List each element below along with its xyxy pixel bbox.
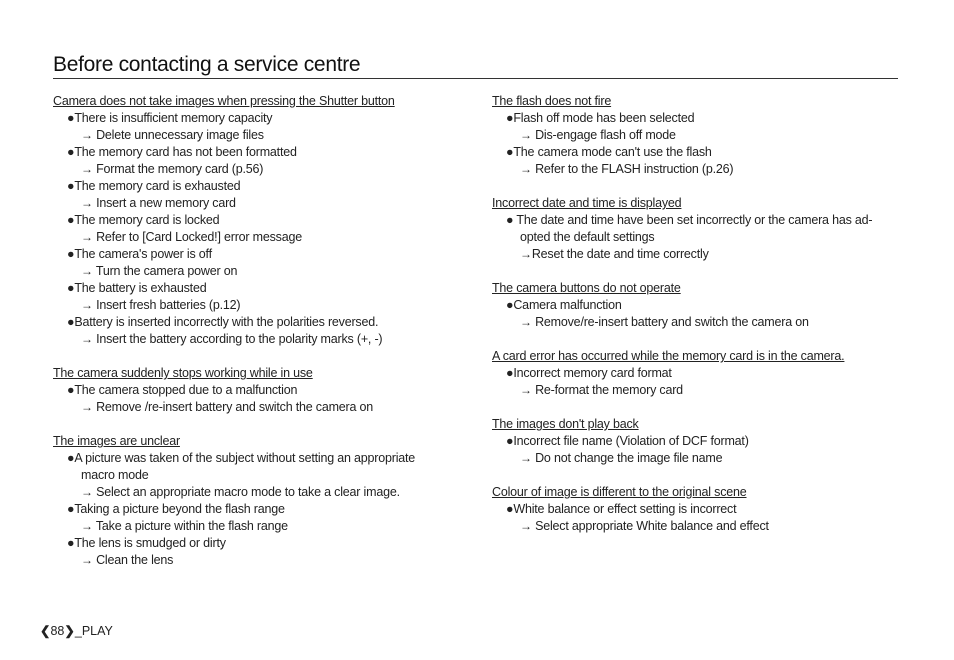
remedy-text: Take a picture within the flash range xyxy=(95,519,288,533)
troubleshoot-section xyxy=(492,280,892,331)
cause-line xyxy=(506,433,892,450)
bullet-icon: ● xyxy=(506,111,514,125)
remedy-text: Select appropriate White balance and effect xyxy=(535,519,769,533)
cause-text: The battery is exhausted xyxy=(74,281,207,295)
section-heading: Colour of image is different to the original scene xyxy=(492,485,747,499)
cause-line xyxy=(67,501,453,518)
cause-text: The memory card is locked xyxy=(74,213,220,227)
remedy-text: Insert a new memory card xyxy=(96,196,236,210)
cause-line xyxy=(67,212,453,229)
cause-text: The memory card is exhausted xyxy=(74,179,241,193)
section-heading: A card error has occurred while the memory card is in the camera. xyxy=(492,349,845,363)
bracket-left-icon: ❮ xyxy=(40,624,51,638)
cause-line xyxy=(67,246,453,263)
arrow-icon: → xyxy=(81,485,93,499)
troubleshoot-section xyxy=(492,195,892,263)
troubleshoot-section xyxy=(492,93,892,178)
list-item xyxy=(492,297,892,331)
remedy-text: Format the memory card (p.56) xyxy=(96,162,264,176)
arrow-icon: → xyxy=(520,162,532,176)
troubleshoot-section xyxy=(53,365,453,416)
remedy-text: Refer to the FLASH instruction (p.26) xyxy=(535,162,734,176)
cause-text: Incorrect file name (Violation of DCF format) xyxy=(513,434,749,448)
bullet-icon: ● xyxy=(67,451,75,465)
remedy-line xyxy=(67,518,453,535)
troubleshoot-section xyxy=(492,348,892,399)
arrow-icon: → xyxy=(81,162,93,176)
cause-line xyxy=(67,110,453,127)
cause-text-continued: opted the default settings xyxy=(520,230,655,244)
right-column xyxy=(492,93,892,552)
section-label: _PLAY xyxy=(74,624,113,638)
remedy-text: Clean the lens xyxy=(96,553,174,567)
remedy-line xyxy=(506,450,892,467)
bracket-right-icon: ❯ xyxy=(64,624,75,638)
cause-text: Camera malfunction xyxy=(513,298,622,312)
arrow-icon: → xyxy=(520,315,532,329)
remedy-line xyxy=(506,246,892,263)
remedy-line xyxy=(506,518,892,535)
list-item xyxy=(53,212,453,246)
troubleshoot-section xyxy=(492,416,892,467)
page-footer xyxy=(40,623,113,638)
cause-text: White balance or effect setting is incorrect xyxy=(513,502,737,516)
cause-line xyxy=(506,365,892,382)
troubleshoot-section xyxy=(53,433,453,569)
list-item xyxy=(492,144,892,178)
cause-text: Battery is inserted incorrectly with the polarities reversed. xyxy=(74,315,379,329)
arrow-icon: → xyxy=(520,247,532,261)
troubleshoot-section xyxy=(492,484,892,535)
arrow-icon: → xyxy=(81,128,93,142)
cause-line xyxy=(506,110,892,127)
remedy-text: Reset the date and time correctly xyxy=(531,247,709,261)
cause-text: The camera mode can't use the flash xyxy=(513,145,712,159)
section-heading: The camera buttons do not operate xyxy=(492,281,681,295)
remedy-text: Refer to [Card Locked!] error message xyxy=(96,230,302,244)
arrow-icon: → xyxy=(81,553,93,567)
list-item xyxy=(53,382,453,416)
page-title: Before contacting a service centre xyxy=(53,52,898,79)
list-item xyxy=(53,110,453,144)
section-heading: The images don't play back xyxy=(492,417,639,431)
remedy-text: Delete unnecessary image files xyxy=(96,128,264,142)
bullet-icon: ● xyxy=(67,213,75,227)
section-heading: The images are unclear xyxy=(53,434,180,448)
left-column xyxy=(53,93,453,586)
section-heading: Incorrect date and time is displayed xyxy=(492,196,682,210)
cause-line xyxy=(506,144,892,161)
arrow-icon: → xyxy=(81,519,93,533)
list-item xyxy=(53,280,453,314)
bullet-icon: ● xyxy=(67,315,75,329)
cause-text: There is insufficient memory capacity xyxy=(74,111,273,125)
cause-line xyxy=(506,501,892,518)
remedy-line xyxy=(506,382,892,399)
bullet-icon: ● xyxy=(67,536,75,550)
remedy-line xyxy=(67,331,453,348)
list-item xyxy=(492,365,892,399)
arrow-icon: → xyxy=(81,196,93,210)
cause-text: The camera's power is off xyxy=(74,247,212,261)
remedy-line xyxy=(506,127,892,144)
cause-text: Incorrect memory card format xyxy=(513,366,672,380)
section-heading: The flash does not fire xyxy=(492,94,612,108)
cause-text: The date and time have been set incorrectly or the camera has ad- xyxy=(513,213,873,227)
list-item xyxy=(492,212,892,263)
list-item xyxy=(53,450,453,501)
page-number: 88 xyxy=(50,624,65,638)
arrow-icon: → xyxy=(81,298,93,312)
remedy-line xyxy=(67,552,453,569)
cause-text: Flash off mode has been selected xyxy=(513,111,695,125)
bullet-icon: ● xyxy=(506,366,514,380)
list-item xyxy=(53,535,453,569)
list-item xyxy=(492,110,892,144)
remedy-text: Remove /re-insert battery and switch the camera on xyxy=(96,400,374,414)
arrow-icon: → xyxy=(520,383,532,397)
troubleshoot-section xyxy=(53,93,453,348)
cause-line xyxy=(506,212,892,229)
remedy-line xyxy=(506,161,892,178)
list-item xyxy=(53,246,453,280)
remedy-text: Remove/re-insert battery and switch the camera on xyxy=(535,315,809,329)
bullet-icon: ● xyxy=(67,111,75,125)
remedy-line xyxy=(67,263,453,280)
remedy-line xyxy=(67,127,453,144)
arrow-icon: → xyxy=(520,128,532,142)
bullet-icon: ● xyxy=(506,434,514,448)
remedy-text: Insert fresh batteries (p.12) xyxy=(96,298,241,312)
bullet-icon: ● xyxy=(506,502,514,516)
bullet-icon: ● xyxy=(67,383,75,397)
remedy-line xyxy=(67,297,453,314)
bullet-icon: ● xyxy=(506,213,514,227)
list-item xyxy=(53,314,453,348)
arrow-icon: → xyxy=(81,264,93,278)
remedy-text: Turn the camera power on xyxy=(95,264,238,278)
list-item xyxy=(53,144,453,178)
remedy-line xyxy=(506,314,892,331)
remedy-text: Re-format the memory card xyxy=(535,383,683,397)
remedy-line xyxy=(67,195,453,212)
section-heading: The camera suddenly stops working while in use xyxy=(53,366,313,380)
list-item xyxy=(53,501,453,535)
bullet-icon: ● xyxy=(67,502,75,516)
cause-line xyxy=(67,450,453,467)
list-item xyxy=(53,178,453,212)
remedy-text: Do not change the image file name xyxy=(535,451,723,465)
arrow-icon: → xyxy=(520,519,532,533)
cause-line xyxy=(67,144,453,161)
remedy-line xyxy=(67,399,453,416)
cause-text: The lens is smudged or dirty xyxy=(74,536,226,550)
remedy-text: Insert the battery according to the polarity marks (+, -) xyxy=(96,332,383,346)
list-item xyxy=(492,433,892,467)
bullet-icon: ● xyxy=(67,281,75,295)
remedy-line xyxy=(67,161,453,178)
cause-line xyxy=(67,280,453,297)
remedy-line xyxy=(67,229,453,246)
cause-text: The camera stopped due to a malfunction xyxy=(74,383,298,397)
bullet-icon: ● xyxy=(67,247,75,261)
arrow-icon: → xyxy=(520,451,532,465)
cause-line xyxy=(67,314,453,331)
list-item xyxy=(492,501,892,535)
bullet-icon: ● xyxy=(67,145,75,159)
remedy-text: Select an appropriate macro mode to take a clear image. xyxy=(96,485,400,499)
bullet-icon: ● xyxy=(506,145,514,159)
cause-text: A picture was taken of the subject without setting an appropriate xyxy=(74,451,416,465)
arrow-icon: → xyxy=(81,332,93,346)
cause-text: Taking a picture beyond the flash range xyxy=(74,502,285,516)
cause-text: The memory card has not been formatted xyxy=(74,145,297,159)
arrow-icon: → xyxy=(81,230,93,244)
remedy-line xyxy=(67,484,453,501)
section-heading: Camera does not take images when pressing the Shutter button xyxy=(53,94,395,108)
arrow-icon: → xyxy=(81,400,93,414)
bullet-icon: ● xyxy=(67,179,75,193)
cause-line xyxy=(67,178,453,195)
cause-line xyxy=(67,382,453,399)
cause-line xyxy=(506,297,892,314)
remedy-text: Dis-engage flash off mode xyxy=(535,128,676,142)
cause-text-continued: macro mode xyxy=(81,468,149,482)
cause-line xyxy=(67,535,453,552)
bullet-icon: ● xyxy=(506,298,514,312)
